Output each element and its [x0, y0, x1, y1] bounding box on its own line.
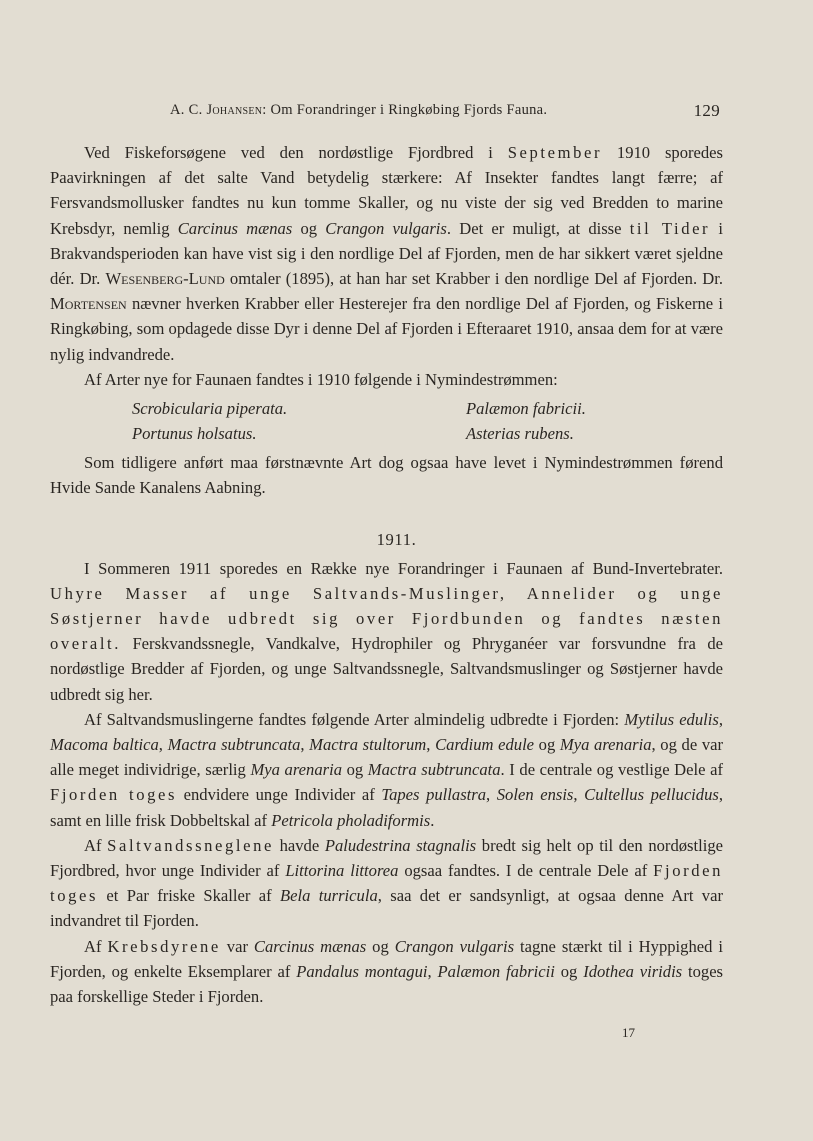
spaced-text: Fjorden toges [50, 861, 723, 906]
species-name: Mytilus edulis [624, 709, 719, 729]
species-column-right [466, 396, 586, 446]
species-item: Asterias rubens. [466, 424, 574, 444]
spaced-text: Uhyre Masser af unge Saltvands-Muslinger, Annelider og unge Søstjerner havde udbredt sig over Fjordbunden og fandtes næsten overalt. [50, 583, 723, 654]
species-name: Tapes pullastra [381, 785, 487, 805]
author-reference: Mortensen [50, 294, 127, 314]
species-name: Cardium edule [435, 735, 535, 755]
author-name: Johansen [206, 102, 263, 118]
running-header [170, 102, 720, 124]
paragraph-4: I Sommeren 1911 sporedes en Række nye Forandringer i Faunaen af Bund-Invertebrater. Uhyre Masser af unge Saltvands-Muslinger, Annelider og unge Søstjerner havde udbredt sig over Fjordbunden og fandtes næsten overalt. Ferskvandssnegle, Vandkalve, Hydrophiler og Phryganéer var forsvundne fra de nordøstlige Bredder af Fjorden, og unge Saltvandssnegle, Saltvandsmuslinger og Søstjerner havde udbredt sig her. [50, 558, 723, 704]
paragraph-3: Som tidligere anført maa førstnævnte Art dog ogsaa have levet i Nymindestrømmen førend Hvide Sande Kanalens Aabning. [50, 453, 723, 498]
spaced-text: Fjorden toges [50, 785, 178, 805]
species-name: Bela turricula [279, 886, 378, 906]
species-list [50, 396, 723, 446]
species-column-left [132, 396, 287, 446]
body-text [50, 140, 723, 1009]
species-name: Idothea viridis [583, 961, 683, 981]
species-name: Mya arenaria [250, 760, 342, 780]
species-name: Carcinus mænas [177, 218, 293, 238]
species-name: Petricola pholadiformis [271, 810, 431, 830]
author-initials: A. C. [170, 102, 207, 118]
species-name: Solen ensis [496, 785, 574, 805]
spaced-text: September [507, 143, 603, 162]
species-name: Carcinus mænas [253, 936, 367, 956]
species-item: Scrobicularia piperata. [132, 399, 288, 419]
spaced-text: til Tider [629, 218, 711, 238]
species-name: Crangon vulgaris [325, 218, 447, 238]
signature-mark: 17 [622, 1025, 635, 1040]
year-heading: 1911. [376, 530, 417, 550]
article-title: : Om Forandringer i Ringkøbing Fjords Fauna. [262, 102, 548, 118]
species-item: Palæmon fabricii. [466, 399, 586, 419]
paragraph-1: Ved Fiskeforsøgene ved den nordøstlige Fjordbred i September 1910 sporedes Paavirkningen af det salte Vand betydelig stærkere: Af Insekter fandtes langt færre; af Fersvandsmollusker fandtes nu kun tomme Skaller, og nu viste der sig ved Bredden to marine Krebsdyr, nemlig Carcinus mænas og Crangon vulgaris. Det er muligt, at disse til Tider i Brakvandsperioden kan have vist sig i den nordlige Del af Fjorden, men de har sikkert været sjeldne dér. Dr. Wesenberg-Lund omtaler (1895), at han har set Krabber i den nordlige Del af Fjorden. Dr. Mortensen nævner hverken Krabber eller Hesterejer fra den nordlige Del af Fjorden, og Fiskerne i Ringkøbing, som opdagede disse Dyr i denne Del af Fjorden i Efteraaret 1910, ansaa dem for at være nylig indvandrede. [50, 143, 724, 364]
spaced-text: Krebsdyrene [107, 936, 221, 956]
author-reference: Wesenberg-Lund [105, 269, 225, 289]
species-name: Mactra stultorum [309, 735, 427, 755]
species-name: Littorina littorea [285, 861, 399, 881]
species-name: Macoma baltica [50, 735, 159, 755]
species-name: Pandalus montagui [296, 961, 428, 981]
species-name: Palæmon fabricii [437, 961, 555, 981]
species-name: Mactra subtruncata [167, 735, 301, 755]
species-name: Mya arenaria [559, 735, 652, 755]
species-item: Portunus holsatus. [132, 424, 257, 444]
running-title [170, 102, 547, 119]
spaced-text: Saltvandssneglene [107, 835, 274, 855]
page-number: 129 [693, 101, 720, 120]
species-name: Crangon vulgaris [394, 936, 515, 956]
species-name: Mactra subtruncata [367, 760, 501, 780]
paragraph-5: Af Saltvandsmuslingerne fandtes følgende Arter almindelig udbredte i Fjorden: Mytilus edulis, Macoma baltica, Mactra subtruncata, Mactra stultorum, Cardium edule og Mya arenaria, og de var alle meget individrige, særlig Mya arenaria og Mactra subtruncata. I de centrale og vestlige Dele af Fjorden toges endvidere unge Individer af Tapes pullastra, Solen ensis, Cultellus pellucidus, samt en lille frisk Dobbeltskal af Petricola pholadiformis. [50, 709, 724, 830]
species-name: Paludestrina stagnalis [324, 835, 477, 855]
species-name: Cultellus pellucidus [584, 785, 719, 805]
paragraph-2: Af Arter nye for Faunaen fandtes i 1910 følgende i Nymindestrømmen: [84, 369, 558, 389]
paragraph-6: Af Saltvandssneglene havde Paludestrina stagnalis bredt sig helt op til den nordøstlige Fjordbred, hvor unge Individer af Littorina littorea ogsaa fandtes. I de centrale Dele af Fjorden toges et Par friske Skaller af Bela turricula, saa det er sandsynligt, at ogsaa denne Art var indvandret til Fjorden. [50, 835, 723, 931]
paragraph-7: Af Krebsdyrene var Carcinus mænas og Crangon vulgaris tagne stærkt til i Hyppighed i Fjorden, og enkelte Eksemplarer af Pandalus montagui, Palæmon fabricii og Idothea viridis toges paa forskellige Steder i Fjorden. [50, 936, 724, 1007]
